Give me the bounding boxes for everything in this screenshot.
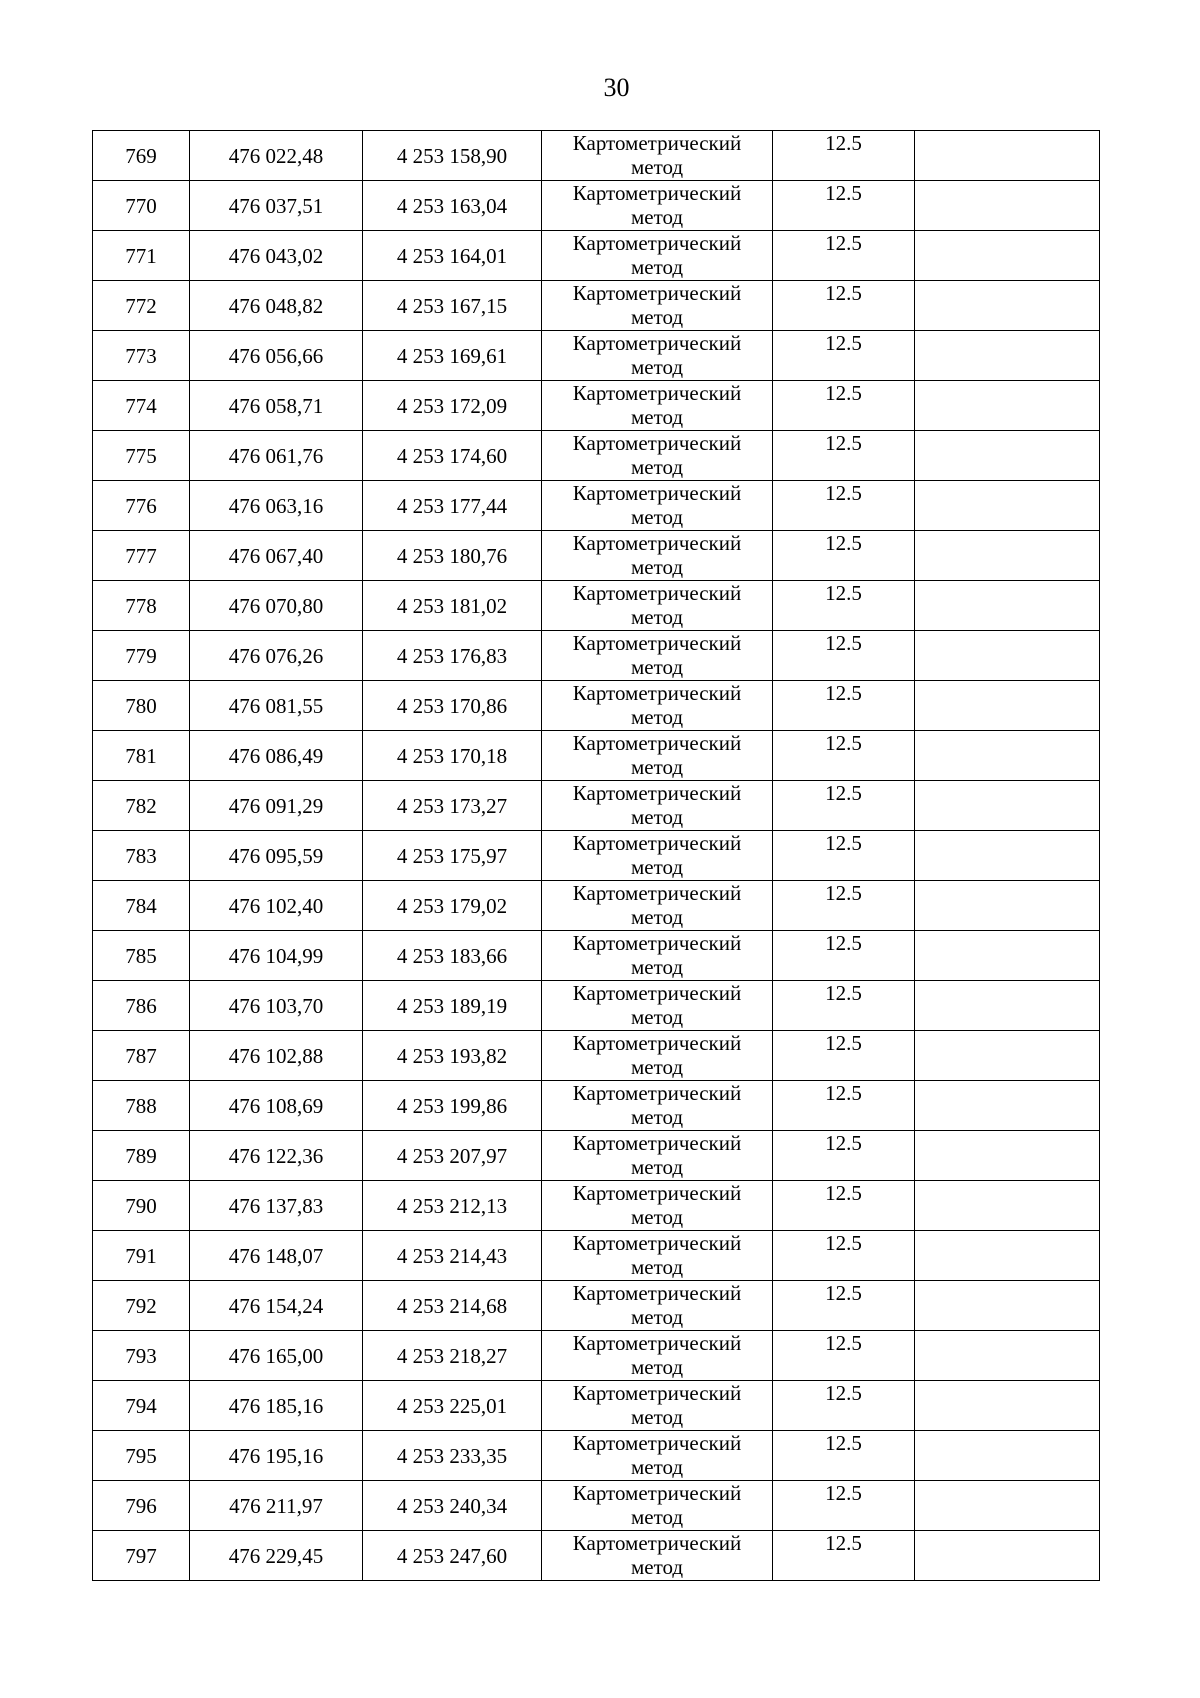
method-line-1: Картометрический [572,1431,742,1455]
method-cell [542,681,773,731]
y-coordinate-cell: 4 253 179,02 [363,881,542,931]
point-number-cell: 776 [93,481,190,531]
point-number-cell: 775 [93,431,190,481]
method-line-1: Картометрический [572,881,742,905]
method-cell [542,381,773,431]
note-cell [915,481,1100,531]
method-line-2: метод [630,705,684,729]
x-coordinate-cell: 476 037,51 [190,181,363,231]
method-line-1: Картометрический [572,931,742,955]
note-cell [915,1481,1100,1531]
accuracy-cell: 12.5 [773,331,915,381]
method-line-2: метод [630,1255,684,1279]
accuracy-cell: 12.5 [773,1281,915,1331]
method-line-1: Картометрический [572,131,742,155]
point-number-cell: 791 [93,1231,190,1281]
method-line-2: метод [630,305,684,329]
x-coordinate-cell: 476 104,99 [190,931,363,981]
method-line-2: метод [630,1055,684,1079]
method-line-1: Картометрический [572,1181,742,1205]
y-coordinate-cell: 4 253 175,97 [363,831,542,881]
y-coordinate-cell: 4 253 170,18 [363,731,542,781]
table-row [93,331,1100,381]
table-row [93,1381,1100,1431]
method-cell [542,1331,773,1381]
y-coordinate-cell: 4 253 163,04 [363,181,542,231]
y-coordinate-cell: 4 253 199,86 [363,1081,542,1131]
method-cell [542,981,773,1031]
note-cell [915,881,1100,931]
x-coordinate-cell: 476 063,16 [190,481,363,531]
note-cell [915,331,1100,381]
y-coordinate-cell: 4 253 158,90 [363,131,542,181]
table-row [93,681,1100,731]
y-coordinate-cell: 4 253 164,01 [363,231,542,281]
accuracy-cell: 12.5 [773,1481,915,1531]
note-cell [915,581,1100,631]
table-row [93,281,1100,331]
table-row [93,181,1100,231]
point-number-cell: 784 [93,881,190,931]
x-coordinate-cell: 476 095,59 [190,831,363,881]
x-coordinate-cell: 476 148,07 [190,1231,363,1281]
accuracy-cell: 12.5 [773,1331,915,1381]
x-coordinate-cell: 476 076,26 [190,631,363,681]
table-row [93,1081,1100,1131]
x-coordinate-cell: 476 061,76 [190,431,363,481]
point-number-cell: 792 [93,1281,190,1331]
method-line-1: Картометрический [572,281,742,305]
point-number-cell: 782 [93,781,190,831]
method-line-1: Картометрический [572,1231,742,1255]
accuracy-cell: 12.5 [773,531,915,581]
table-row [93,1481,1100,1531]
x-coordinate-cell: 476 056,66 [190,331,363,381]
method-cell [542,1431,773,1481]
method-line-2: метод [630,1555,684,1579]
method-line-1: Картометрический [572,1131,742,1155]
x-coordinate-cell: 476 022,48 [190,131,363,181]
point-number-cell: 785 [93,931,190,981]
point-number-cell: 772 [93,281,190,331]
method-line-1: Картометрический [572,781,742,805]
method-line-2: метод [630,805,684,829]
method-line-2: метод [630,755,684,779]
method-cell [542,1031,773,1081]
note-cell [915,931,1100,981]
table-row [93,1431,1100,1481]
method-line-1: Картометрический [572,481,742,505]
method-cell [542,131,773,181]
method-line-1: Картометрический [572,831,742,855]
x-coordinate-cell: 476 185,16 [190,1381,363,1431]
accuracy-cell: 12.5 [773,1031,915,1081]
x-coordinate-cell: 476 048,82 [190,281,363,331]
table-row [93,731,1100,781]
accuracy-cell: 12.5 [773,181,915,231]
note-cell [915,381,1100,431]
point-number-cell: 788 [93,1081,190,1131]
x-coordinate-cell: 476 154,24 [190,1281,363,1331]
x-coordinate-cell: 476 091,29 [190,781,363,831]
note-cell [915,1081,1100,1131]
method-line-1: Картометрический [572,1081,742,1105]
note-cell [915,231,1100,281]
method-line-1: Картометрический [572,1031,742,1055]
accuracy-cell: 12.5 [773,1081,915,1131]
point-number-cell: 773 [93,331,190,381]
note-cell [915,1381,1100,1431]
point-number-cell: 780 [93,681,190,731]
table-row [93,981,1100,1031]
accuracy-cell: 12.5 [773,1381,915,1431]
note-cell [915,1131,1100,1181]
method-cell [542,931,773,981]
method-line-2: метод [630,905,684,929]
point-number-cell: 787 [93,1031,190,1081]
note-cell [915,831,1100,881]
accuracy-cell: 12.5 [773,931,915,981]
note-cell [915,1181,1100,1231]
point-number-cell: 797 [93,1531,190,1581]
x-coordinate-cell: 476 067,40 [190,531,363,581]
method-line-2: метод [630,1155,684,1179]
accuracy-cell: 12.5 [773,781,915,831]
point-number-cell: 779 [93,631,190,681]
table-row [93,1281,1100,1331]
method-line-2: метод [630,1105,684,1129]
accuracy-cell: 12.5 [773,281,915,331]
method-line-2: метод [630,655,684,679]
y-coordinate-cell: 4 253 212,13 [363,1181,542,1231]
y-coordinate-cell: 4 253 180,76 [363,531,542,581]
table-row [93,1231,1100,1281]
accuracy-cell: 12.5 [773,581,915,631]
y-coordinate-cell: 4 253 214,43 [363,1231,542,1281]
note-cell [915,181,1100,231]
note-cell [915,431,1100,481]
method-line-1: Картометрический [572,1331,742,1355]
method-cell [542,731,773,781]
table-row [93,1531,1100,1581]
note-cell [915,981,1100,1031]
accuracy-cell: 12.5 [773,881,915,931]
table-row [93,581,1100,631]
y-coordinate-cell: 4 253 170,86 [363,681,542,731]
accuracy-cell: 12.5 [773,731,915,781]
table-row [93,931,1100,981]
accuracy-cell: 12.5 [773,1131,915,1181]
y-coordinate-cell: 4 253 173,27 [363,781,542,831]
note-cell [915,681,1100,731]
point-number-cell: 778 [93,581,190,631]
method-line-1: Картометрический [572,531,742,555]
method-line-2: метод [630,605,684,629]
y-coordinate-cell: 4 253 183,66 [363,931,542,981]
note-cell [915,1281,1100,1331]
x-coordinate-cell: 476 043,02 [190,231,363,281]
method-line-2: метод [630,405,684,429]
method-cell [542,331,773,381]
table-row [93,1181,1100,1231]
method-line-2: метод [630,355,684,379]
method-line-1: Картометрический [572,731,742,755]
method-line-2: метод [630,855,684,879]
method-line-1: Картометрический [572,581,742,605]
method-cell [542,431,773,481]
note-cell [915,731,1100,781]
point-number-cell: 777 [93,531,190,581]
y-coordinate-cell: 4 253 167,15 [363,281,542,331]
note-cell [915,131,1100,181]
method-cell [542,631,773,681]
table-row [93,431,1100,481]
accuracy-cell: 12.5 [773,231,915,281]
method-line-1: Картометрический [572,1381,742,1405]
x-coordinate-cell: 476 137,83 [190,1181,363,1231]
x-coordinate-cell: 476 108,69 [190,1081,363,1131]
y-coordinate-cell: 4 253 247,60 [363,1531,542,1581]
method-line-1: Картометрический [572,1481,742,1505]
method-cell [542,1381,773,1431]
y-coordinate-cell: 4 253 193,82 [363,1031,542,1081]
x-coordinate-cell: 476 102,40 [190,881,363,931]
accuracy-cell: 12.5 [773,981,915,1031]
method-line-1: Картометрический [572,381,742,405]
method-line-2: метод [630,255,684,279]
method-cell [542,1481,773,1531]
method-cell [542,831,773,881]
y-coordinate-cell: 4 253 181,02 [363,581,542,631]
method-line-2: метод [630,1355,684,1379]
y-coordinate-cell: 4 253 225,01 [363,1381,542,1431]
point-number-cell: 781 [93,731,190,781]
accuracy-cell: 12.5 [773,1431,915,1481]
x-coordinate-cell: 476 103,70 [190,981,363,1031]
y-coordinate-cell: 4 253 218,27 [363,1331,542,1381]
method-cell [542,531,773,581]
note-cell [915,281,1100,331]
method-line-2: метод [630,155,684,179]
method-line-2: метод [630,555,684,579]
method-line-1: Картометрический [572,631,742,655]
method-line-1: Картометрический [572,681,742,705]
method-line-1: Картометрический [572,181,742,205]
table-row [93,1031,1100,1081]
x-coordinate-cell: 476 195,16 [190,1431,363,1481]
point-number-cell: 790 [93,1181,190,1231]
method-line-2: метод [630,1455,684,1479]
method-line-2: метод [630,1505,684,1529]
x-coordinate-cell: 476 102,88 [190,1031,363,1081]
method-cell [542,1531,773,1581]
method-line-1: Картометрический [572,231,742,255]
note-cell [915,1531,1100,1581]
method-cell [542,581,773,631]
accuracy-cell: 12.5 [773,481,915,531]
method-cell [542,231,773,281]
method-line-2: метод [630,505,684,529]
method-cell [542,1231,773,1281]
accuracy-cell: 12.5 [773,1531,915,1581]
y-coordinate-cell: 4 253 172,09 [363,381,542,431]
note-cell [915,1331,1100,1381]
note-cell [915,1231,1100,1281]
accuracy-cell: 12.5 [773,131,915,181]
point-number-cell: 774 [93,381,190,431]
y-coordinate-cell: 4 253 177,44 [363,481,542,531]
y-coordinate-cell: 4 253 214,68 [363,1281,542,1331]
point-number-cell: 786 [93,981,190,1031]
y-coordinate-cell: 4 253 189,19 [363,981,542,1031]
coordinates-table-body [93,131,1100,1581]
x-coordinate-cell: 476 229,45 [190,1531,363,1581]
accuracy-cell: 12.5 [773,1231,915,1281]
x-coordinate-cell: 476 211,97 [190,1481,363,1531]
method-cell [542,481,773,531]
method-cell [542,1181,773,1231]
table-row [93,631,1100,681]
method-line-2: метод [630,955,684,979]
method-cell [542,1131,773,1181]
table-row [93,781,1100,831]
note-cell [915,1031,1100,1081]
x-coordinate-cell: 476 122,36 [190,1131,363,1181]
note-cell [915,1431,1100,1481]
point-number-cell: 793 [93,1331,190,1381]
point-number-cell: 789 [93,1131,190,1181]
point-number-cell: 770 [93,181,190,231]
table-row [93,381,1100,431]
y-coordinate-cell: 4 253 174,60 [363,431,542,481]
y-coordinate-cell: 4 253 169,61 [363,331,542,381]
method-line-1: Картометрический [572,1531,742,1555]
accuracy-cell: 12.5 [773,431,915,481]
accuracy-cell: 12.5 [773,831,915,881]
table-row [93,1131,1100,1181]
method-cell [542,881,773,931]
table-row [93,231,1100,281]
y-coordinate-cell: 4 253 240,34 [363,1481,542,1531]
accuracy-cell: 12.5 [773,1181,915,1231]
table-row [93,481,1100,531]
note-cell [915,631,1100,681]
table-row [93,881,1100,931]
method-line-1: Картометрический [572,981,742,1005]
method-line-2: метод [630,1205,684,1229]
table-row [93,531,1100,581]
method-cell [542,281,773,331]
accuracy-cell: 12.5 [773,381,915,431]
method-cell [542,1281,773,1331]
method-line-2: метод [630,455,684,479]
table-row [93,831,1100,881]
method-line-1: Картометрический [572,431,742,455]
y-coordinate-cell: 4 253 233,35 [363,1431,542,1481]
point-number-cell: 794 [93,1381,190,1431]
method-line-2: метод [630,1005,684,1029]
method-line-1: Картометрический [572,331,742,355]
point-number-cell: 771 [93,231,190,281]
table-row [93,131,1100,181]
method-cell [542,781,773,831]
method-cell [542,181,773,231]
method-line-2: метод [630,205,684,229]
x-coordinate-cell: 476 070,80 [190,581,363,631]
method-line-2: метод [630,1405,684,1429]
note-cell [915,781,1100,831]
point-number-cell: 783 [93,831,190,881]
page-number: 30 [603,73,630,102]
point-number-cell: 769 [93,131,190,181]
note-cell [915,531,1100,581]
y-coordinate-cell: 4 253 207,97 [363,1131,542,1181]
point-number-cell: 795 [93,1431,190,1481]
accuracy-cell: 12.5 [773,631,915,681]
x-coordinate-cell: 476 165,00 [190,1331,363,1381]
y-coordinate-cell: 4 253 176,83 [363,631,542,681]
x-coordinate-cell: 476 081,55 [190,681,363,731]
point-number-cell: 796 [93,1481,190,1531]
x-coordinate-cell: 476 086,49 [190,731,363,781]
accuracy-cell: 12.5 [773,681,915,731]
coordinates-table [92,130,1100,1581]
method-line-2: метод [630,1305,684,1329]
method-cell [542,1081,773,1131]
method-line-1: Картометрический [572,1281,742,1305]
table-row [93,1331,1100,1381]
x-coordinate-cell: 476 058,71 [190,381,363,431]
